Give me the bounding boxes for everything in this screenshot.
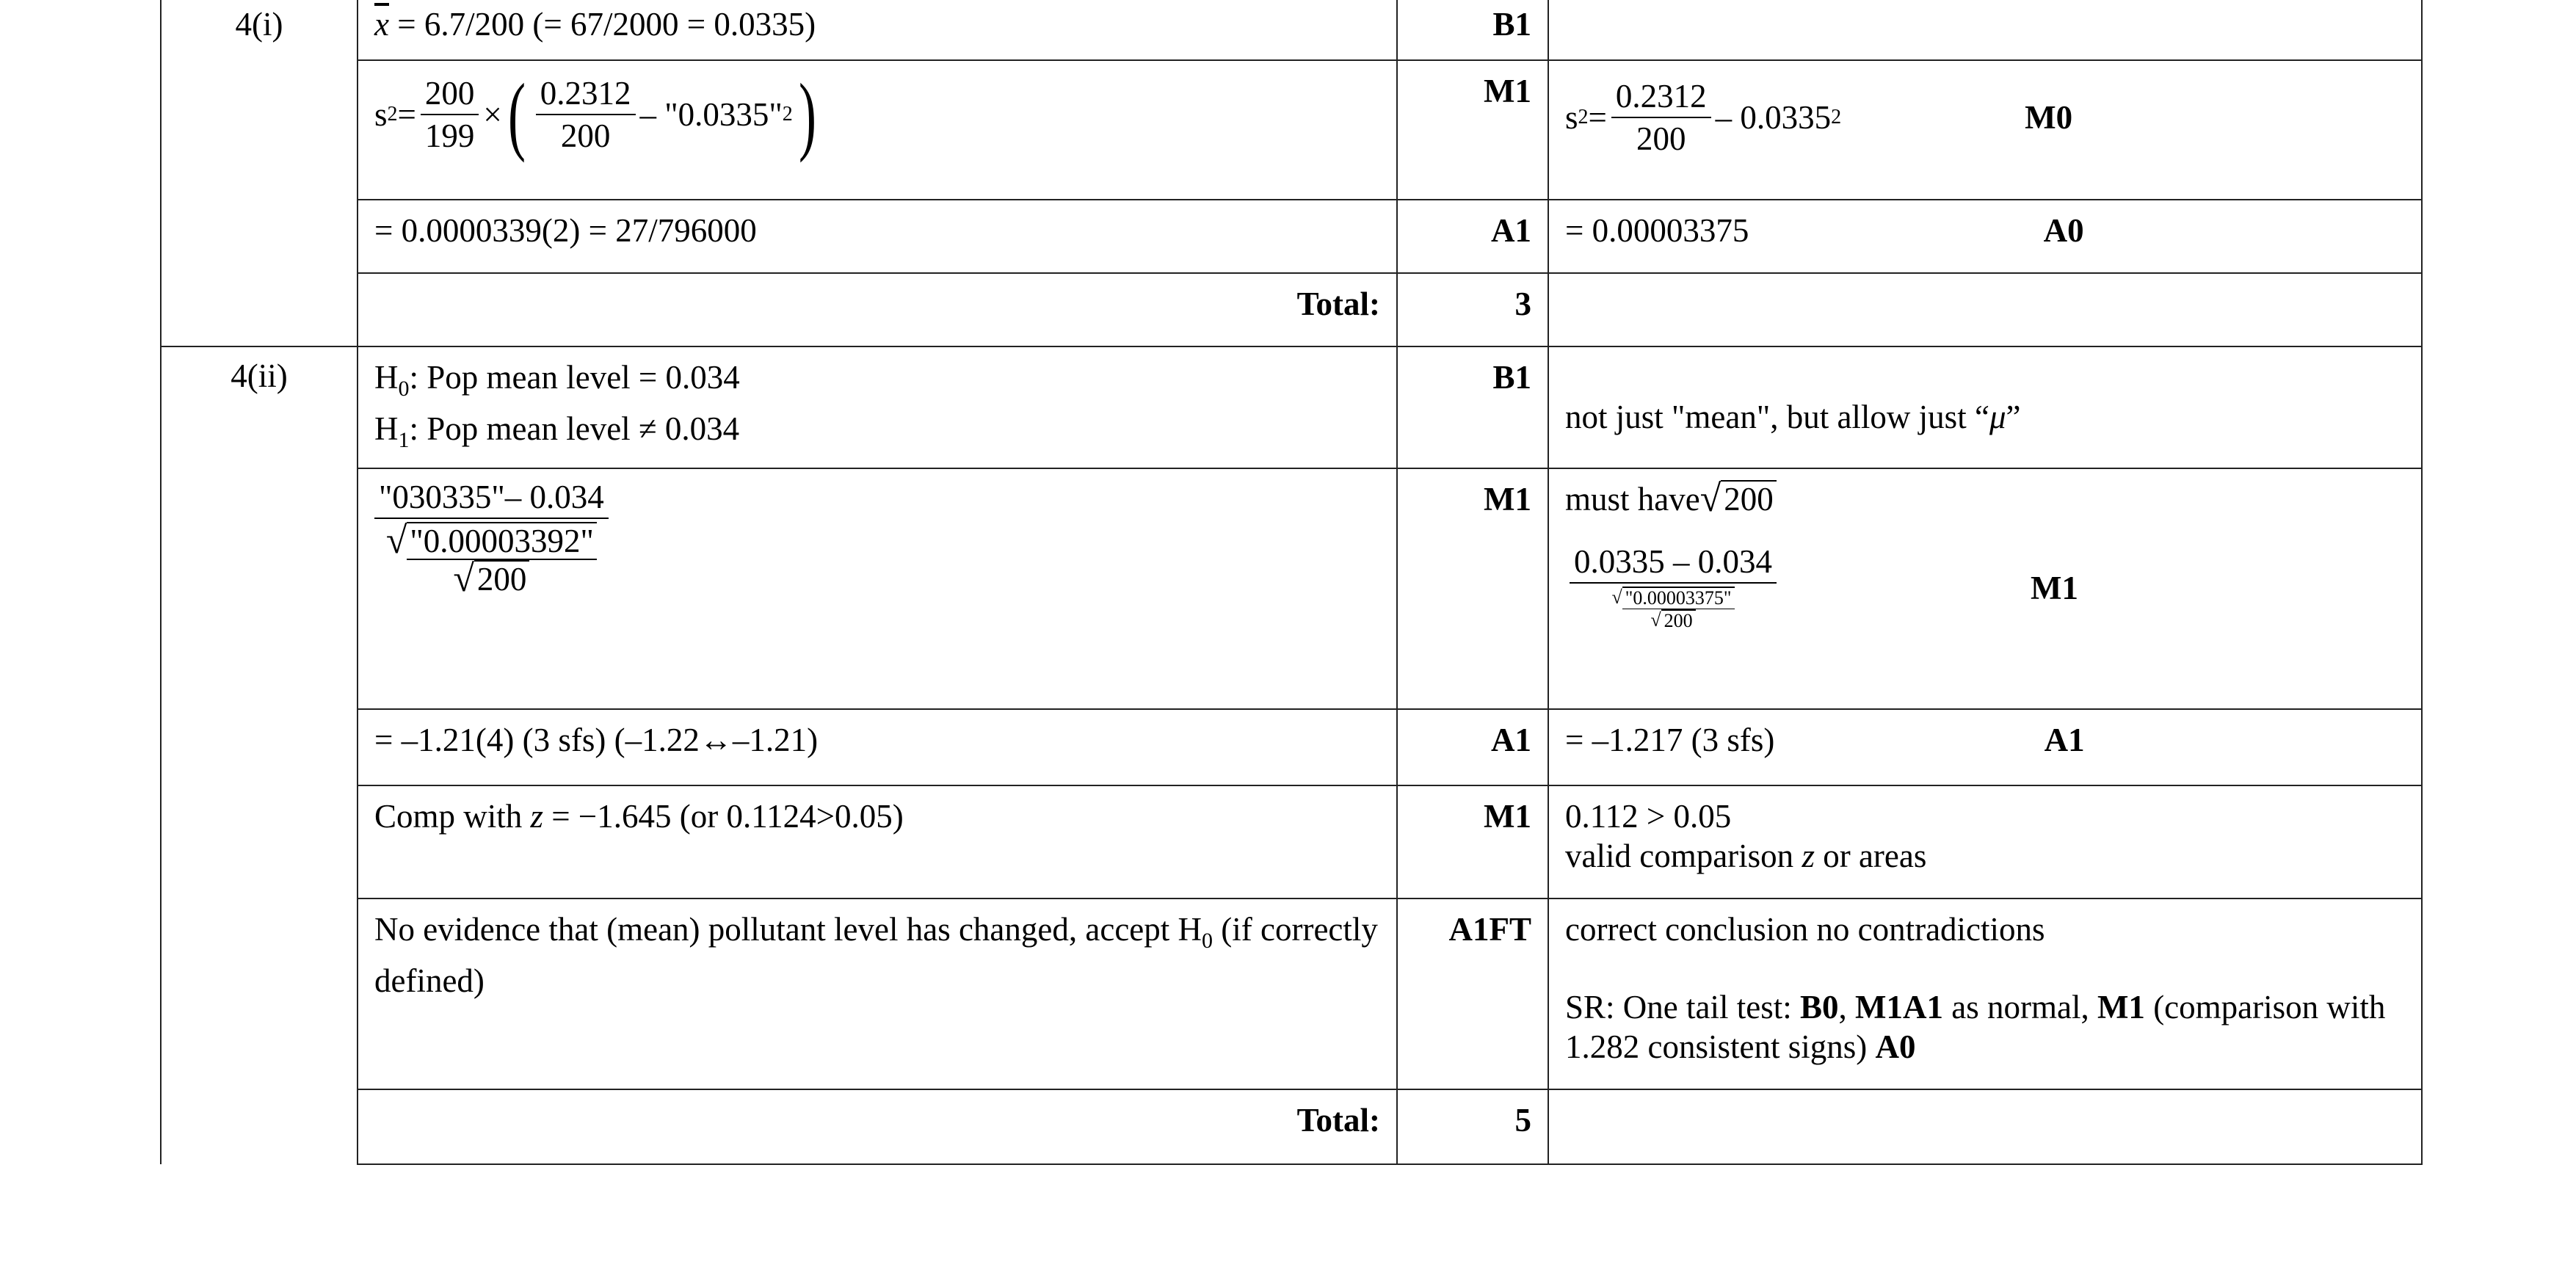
mark-b1: B1 (1397, 346, 1548, 468)
guidance-z-value: = –1.217 (3 sfs) A1 (1548, 709, 2422, 785)
answer-variance-value: = 0.0000339(2) = 27/796000 (358, 200, 1397, 273)
answer-mean: $\overline{x} = 6.7/200$ (= 67/2000 = 0.0335) (358, 0, 1397, 60)
answer-test-statistic (358, 468, 1397, 709)
question-label-4ii: 4(ii) (161, 346, 358, 1164)
total-label: Total: (358, 273, 1397, 346)
guidance-empty (1548, 0, 2422, 60)
guidance-test-statistic: must have √ 200 0.0335 – 0.034 √ "0.00003375" √ 200 M1 (1548, 468, 2422, 709)
mark-a1ft: A1FT (1397, 898, 1548, 1089)
guidance-test-stat-fraction: 0.0335 – 0.034 √ "0.00003375" √ 200 (1570, 544, 1777, 631)
fraction-sum-sq: 0.2312 200 (536, 76, 636, 153)
mark-scheme-table (160, 0, 2423, 1165)
mark-a1: A1 (1397, 709, 1548, 785)
guidance-comparison: 0.112 > 0.05 valid comparison z or areas (1548, 785, 2422, 898)
mark-a1: A1 (1397, 200, 1548, 273)
guidance-hypotheses: not just "mean", but allow just “μ” (1548, 346, 2422, 468)
guidance-empty (1548, 273, 2422, 346)
answer-z-value: = –1.21(4) (3 sfs) (–1.22↔–1.21) (358, 709, 1397, 785)
test-stat-fraction: "030335"– 0.034 √ "0.00003392" √ 200 (374, 479, 609, 598)
answer-variance-formula: s 2 = $\frac{200}{199}$ × ( 0.2312 200 – "0.0335" 2 ) (358, 60, 1397, 200)
guidance-mark-a0: A0 (2043, 212, 2084, 249)
guidance-variance: s 2 = $\frac{0.2312}{200}$ – 0.0335 2 M0 (1548, 60, 2422, 200)
guidance-mark-m1: M1 (2031, 569, 2078, 606)
mark-m1: M1 (1397, 785, 1548, 898)
guidance-fraction: $\frac{0.2312}{200}$ (1611, 79, 1711, 156)
mark-m1: M1 (1397, 60, 1548, 200)
fraction-200-199: $\frac{200}{199}$ (421, 76, 479, 153)
answer-comparison: Comp with z = −1.645 (or 0.1124>0.05) (358, 785, 1397, 898)
answer-conclusion: No evidence that (mean) pollutant level has changed, accept $H_0$ (if correctly defined) (358, 898, 1397, 1089)
total-label: Total: (358, 1089, 1397, 1164)
guidance-mark-a1: A1 (2044, 722, 2085, 758)
guidance-variance-value: = 0.00003375 A0 (1548, 200, 2422, 273)
total-value: 3 (1397, 273, 1548, 346)
total-value: 5 (1397, 1089, 1548, 1164)
guidance-mark-m0: M0 (2025, 99, 2073, 136)
mark-b1: B1 (1397, 0, 1548, 60)
question-label-4i: 4(i) (161, 0, 358, 346)
guidance-empty (1548, 1089, 2422, 1164)
answer-hypotheses: $H_0$: Pop mean level = 0.034 $H_1$: Pop mean level ≠ 0.034 (358, 346, 1397, 468)
guidance-conclusion: correct conclusion no contradictions SR: One tail test: B0, M1A1 as normal, M1 (comparison with 1.282 consistent signs) A0 (1548, 898, 2422, 1089)
mark-m1: M1 (1397, 468, 1548, 709)
